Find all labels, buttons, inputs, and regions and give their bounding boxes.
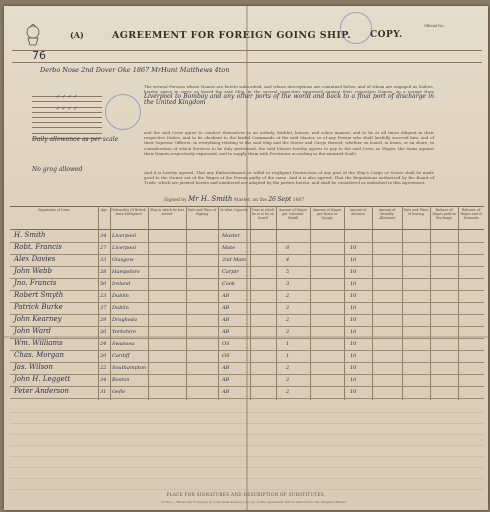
column-header: In what Capacity: [220, 208, 248, 212]
crew-wage: 1: [286, 353, 290, 359]
column-header: Signatures of Crew: [38, 208, 70, 212]
royal-crest-icon: [24, 24, 42, 46]
crew-signature: Alex Davies: [14, 255, 56, 263]
crew-advance: 10: [350, 389, 357, 395]
tally-marks: ✓ ✓ ✓ ✓: [56, 106, 78, 112]
crew-birthplace: Drogheda: [112, 317, 137, 323]
crew-wage: 3: [286, 281, 290, 287]
table-row: [10, 314, 484, 327]
crew-wage: 1: [286, 341, 290, 347]
column-header: Age: [100, 208, 108, 212]
table-row: [10, 278, 484, 291]
crew-age: 28: [100, 269, 107, 275]
registration-figure: 76: [32, 49, 46, 62]
crew-capacity: Cook: [222, 281, 235, 287]
crew-advance: 10: [350, 341, 357, 347]
handwritten-ship-details: Derbo Nose 2nd Dover Oke 1867 MrHunt Matthews 4ton: [40, 66, 230, 74]
crew-birthplace: Yorkshire: [112, 329, 137, 335]
crew-capacity: AB: [222, 317, 230, 323]
signed-label: Signed by: [164, 198, 187, 203]
signing-month: Sept: [277, 196, 292, 203]
crew-wage: 6: [286, 245, 290, 251]
crew-birthplace: Dublin: [112, 293, 129, 299]
crew-age: 29: [100, 317, 107, 323]
crew-birthplace: Boston: [112, 377, 130, 383]
crew-capacity: Carptr: [222, 269, 239, 275]
crew-table: [10, 206, 484, 400]
crew-capacity: AB: [222, 365, 230, 371]
crew-wage: 2: [286, 377, 290, 383]
crew-birthplace: Glasgow: [112, 257, 134, 263]
column-header: Balance of Wages paid on Discharge: [432, 208, 456, 220]
crew-capacity: Mate: [222, 245, 236, 251]
substitutes-title: PLACE FOR SIGNATURES AND DESCRIPTION OF SUBSTITUTES.: [166, 492, 326, 497]
crew-birthplace: Gefle: [112, 389, 126, 395]
crew-advance: 10: [350, 317, 357, 323]
table-row: [10, 338, 484, 351]
crew-signature: Robt. Francis: [14, 243, 62, 251]
crew-age: 50: [100, 281, 107, 287]
agreement-terms: and the said Crew agree to conduct themselves in an orderly, faithful, honest, and sober manner, and to be at all times diligent in their respective Duties, and to be obedient to the lawful Commands of the said Master, or of any Person who shall lawfully succeed him, and of their Superior Officers, in everything relating to the said Ship and the Stores and Cargo thereof, whether on board, in boats, or on shore; in consideration of which Services to be duly performed, the said Master hereby agrees to pay to the said Crew, as Wages, the Sums against their Names respectively expressed, and to supply them with Provisions according to the annexed Scale.: [144, 130, 434, 156]
crew-advance: 10: [350, 281, 357, 287]
column-header: Date and Place of leaving: [403, 208, 429, 216]
crew-signature: Jno. Francis: [14, 279, 57, 287]
crew-capacity: AB: [222, 329, 230, 335]
crew-wage: 5: [286, 269, 290, 275]
crew-birthplace: Dublin: [112, 305, 129, 311]
crew-capacity: OS: [222, 353, 230, 359]
customs-stamp-icon: [105, 94, 141, 130]
table-row: [10, 374, 484, 387]
handwritten-allowance: Daily allowance as per scale: [32, 136, 119, 143]
crew-wage: 2: [286, 293, 290, 299]
master-label: Master, on the: [233, 198, 267, 203]
crew-capacity: AB: [222, 377, 230, 383]
crew-age: 37: [100, 305, 107, 311]
crew-wage: 2: [286, 317, 290, 323]
crew-age: 26: [100, 329, 107, 335]
crew-capacity: Master: [222, 233, 241, 239]
crew-advance: 10: [350, 293, 357, 299]
official-number-label: Official No.: [424, 24, 445, 28]
table-row: [10, 266, 484, 279]
column-header: Amount of Monthly Allotment: [378, 208, 396, 220]
handwritten-voyage: Liverpool to Bombay and any other ports of the world and back to a final port of discharge in the United Kingdom: [144, 93, 434, 106]
table-row: [10, 362, 484, 375]
crew-signature: John Kearney: [14, 315, 62, 323]
table-row: [10, 254, 484, 267]
crew-advance: 10: [350, 329, 357, 335]
crew-signature: John Webb: [14, 267, 52, 275]
crew-age: 27: [100, 245, 107, 251]
agreement-regulations: And it is hereby agreed, That any Embezzlement or wilful or negligent Destruction of any part of the Ship's Cargo or Stores shall be made good to the Owner out of the Wages of the Person guilty of the same. And it is also agreed, That the Regulations authorised by the Board of Trade, which are printed herein and numbered are adopted by the parties hereto, and shall be considered as embodied in this Agreement.: [144, 170, 434, 186]
column-header: Nationality (If British, state birthplace): [111, 208, 147, 216]
crew-advance: 10: [350, 377, 357, 383]
table-row: [10, 302, 484, 315]
substitutes-area: [10, 402, 484, 490]
crew-signature: Peter Anderson: [14, 387, 69, 395]
crew-age: 24: [100, 341, 107, 347]
crew-age: 33: [100, 257, 107, 263]
crew-capacity: OS: [222, 341, 230, 347]
footer-note: Notice.— Where the Foreigner is to be made as above, a copy of this Agreement will be delivered to the Shipping Master.: [161, 500, 347, 504]
crew-signature: John Ward: [14, 327, 51, 335]
signing-day: 26: [268, 196, 276, 203]
crew-birthplace: Cardiff: [112, 353, 130, 359]
crew-capacity: AB: [222, 389, 230, 395]
document-header: [4, 6, 488, 84]
crew-advance: 10: [350, 365, 357, 371]
table-row: [10, 326, 484, 339]
page-title: AGREEMENT FOR FOREIGN GOING SHIP.: [112, 30, 351, 41]
crew-age: 31: [100, 389, 107, 395]
column-header: Releases of Wages and of Demands: [460, 208, 482, 220]
crew-signature: Wm. Williams: [14, 339, 63, 347]
crew-birthplace: Liverpool: [112, 245, 136, 251]
crew-advance: 10: [350, 257, 357, 263]
crew-age: 20: [100, 353, 107, 359]
crew-age: 22: [100, 365, 107, 371]
official-stamp-icon: [340, 12, 372, 44]
column-header: Time at which he is to be on board: [251, 208, 275, 220]
crew-age: 34: [100, 233, 107, 239]
signature-line: [164, 195, 304, 203]
crew-wage: 2: [286, 389, 290, 395]
form-label: (A): [70, 30, 84, 40]
table-row: [10, 230, 484, 243]
crew-birthplace: Liverpool: [112, 233, 136, 239]
crew-capacity: 2nd Mate: [222, 257, 247, 263]
column-header: Amount of Advance: [349, 208, 367, 216]
crew-age: 23: [100, 293, 107, 299]
master-signature: Mr H. Smith: [188, 195, 233, 203]
crew-advance: 10: [350, 269, 357, 275]
crew-signature: John H. Leggett: [14, 375, 71, 383]
agreement-intro: [144, 84, 434, 105]
crew-birthplace: Ireland: [112, 281, 131, 287]
column-header: Ship in which he last served: [150, 208, 184, 216]
table-row: [10, 290, 484, 303]
crew-advance: 10: [350, 353, 357, 359]
crew-advance: 10: [350, 305, 357, 311]
crew-wage: 4: [286, 257, 290, 263]
crew-signature: Chas. Morgan: [14, 351, 64, 359]
table-row: [10, 350, 484, 363]
handwritten-grog-note: No grog allowed: [32, 166, 83, 173]
column-header: Amount of Wages per Calendar Month: [278, 208, 308, 220]
crew-age: 34: [100, 377, 107, 383]
crew-signature: H. Smith: [14, 231, 46, 239]
tally-marks: ✓ ✓ ✓ ✓: [56, 94, 78, 100]
crew-signature: Robert Smyth: [14, 291, 64, 299]
copy-label: COPY.: [370, 30, 403, 40]
column-header: Date and Place of Signing: [187, 208, 217, 216]
crew-birthplace: Hampshire: [112, 269, 141, 275]
crew-signature: Patrick Burke: [14, 303, 63, 311]
crew-birthplace: Swansea: [112, 341, 135, 347]
crew-wage: 2: [286, 365, 290, 371]
signing-year: 1867: [292, 198, 305, 203]
agreement-text: The several Persons whose Names are hereto subscribed, and whose descriptions are contained below, and of whom are engaged as Sailors, hereby agree to serve on board the said Ship, in the several capacities expressed against their respective Names, on a voyage from: [144, 84, 434, 95]
crew-birthplace: Southampton: [112, 365, 147, 371]
crew-advance: 10: [350, 245, 357, 251]
column-header: Amount of Wages per Share or Voyage: [312, 208, 342, 220]
crew-capacity: AB: [222, 305, 230, 311]
crew-capacity: AB: [222, 293, 230, 299]
crew-wage: 2: [286, 329, 290, 335]
crew-wage: 2: [286, 305, 290, 311]
table-row: [10, 386, 484, 399]
crew-signature: Jas. Wilson: [14, 363, 53, 371]
table-row: [10, 242, 484, 255]
agreement-sheet: [4, 6, 488, 510]
